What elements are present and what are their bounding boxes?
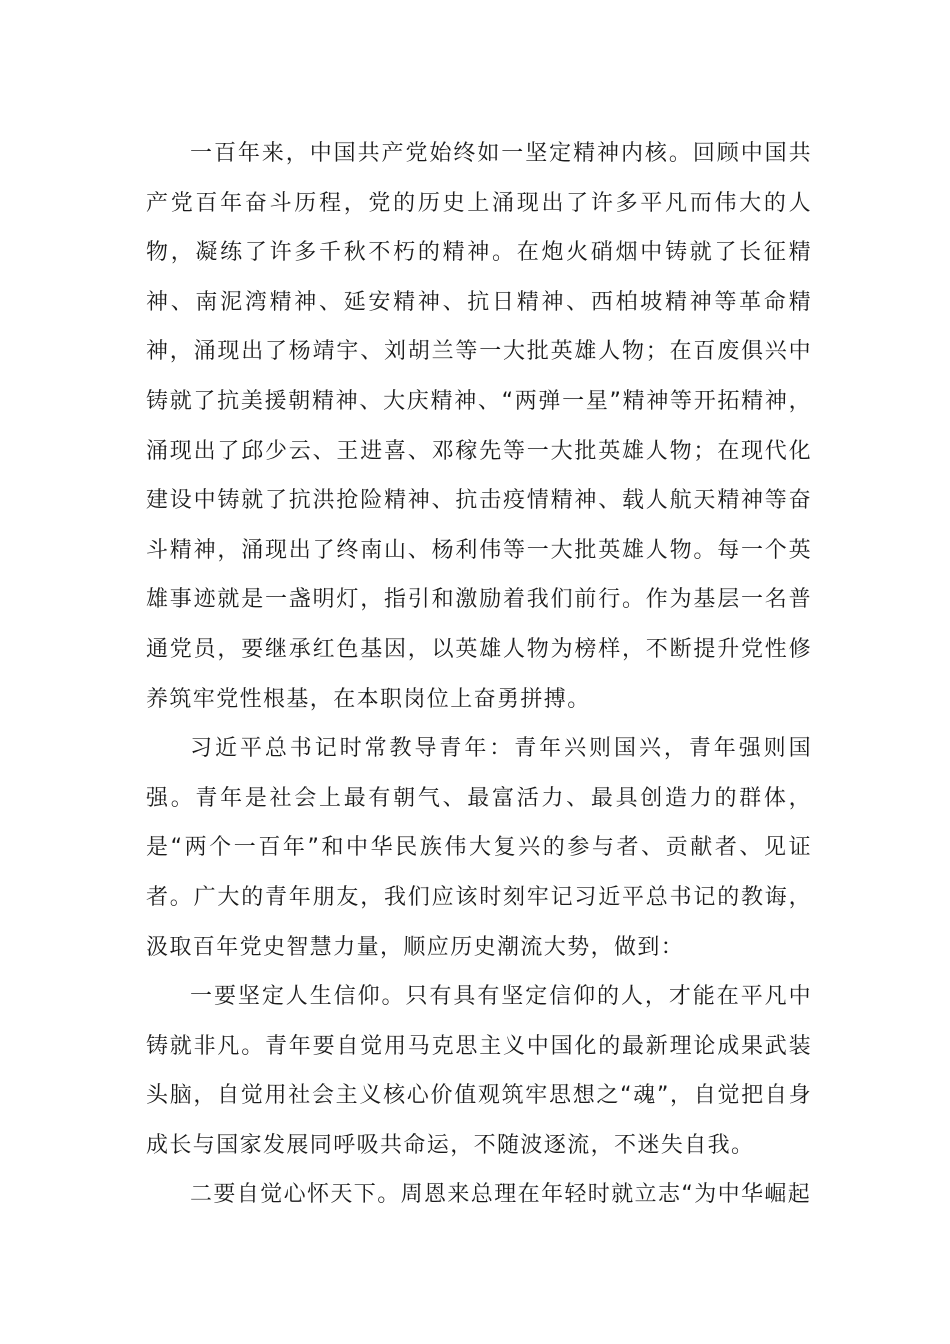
paragraph-care-for-world: 二要自觉心怀天下。周恩来总理在年轻时就立志“为中华崛起 bbox=[190, 1182, 812, 1208]
document-body bbox=[146, 129, 812, 1220]
paragraph-youth-teaching: 习近平总书记时常教导青年：青年兴则国兴，青年强则国强。青年是社会上最有朝气、最富活力、最具创造力的群体，是“两个一百年”和中华民族伟大复兴的参与者、贡献者、见证者。广大的青年朋友，我们应该时刻牢记习近平总书记的教诲，汲取百年党史智慧力量，顺应历史潮流大势，做到： bbox=[146, 736, 812, 960]
paragraph-firm-belief: 一要坚定人生信仰。只有具有坚定信仰的人，才能在平凡中铸就非凡。青年要自觉用马克思主义中国化的最新理论成果武装头脑，自觉用社会主义核心价值观筑牢思想之“魂”，自觉把自身成长与国家发展同呼吸共命运，不随波逐流，不迷失自我。 bbox=[146, 984, 812, 1158]
paragraph-heroes-spirit: 一百年来，中国共产党始终如一坚定精神内核。回顾中国共产党百年奋斗历程，党的历史上涌现出了许多平凡而伟大的人物，凝练了许多千秋不朽的精神。在炮火硝烟中铸就了长征精神、南泥湾精神、延安精神、抗日精神、西柏坡精神等革命精神，涌现出了杨靖宇、刘胡兰等一大批英雄人物；在百废俱兴中铸就了抗美援朝精神、大庆精神、“两弹一星”精神等开拓精神，涌现出了邱少云、王进喜、邓稼先等一大批英雄人物；在现代化建设中铸就了抗洪抢险精神、抗击疫情精神、载人航天精神等奋斗精神，涌现出了终南山、杨利伟等一大批英雄人物。每一个英雄事迹就是一盏明灯，指引和激励着我们前行。作为基层一名普通党员，要继承红色基因，以英雄人物为榜样，不断提升党性修养筑牢党性根基，在本职岗位上奋勇拼搏。 bbox=[146, 141, 812, 712]
